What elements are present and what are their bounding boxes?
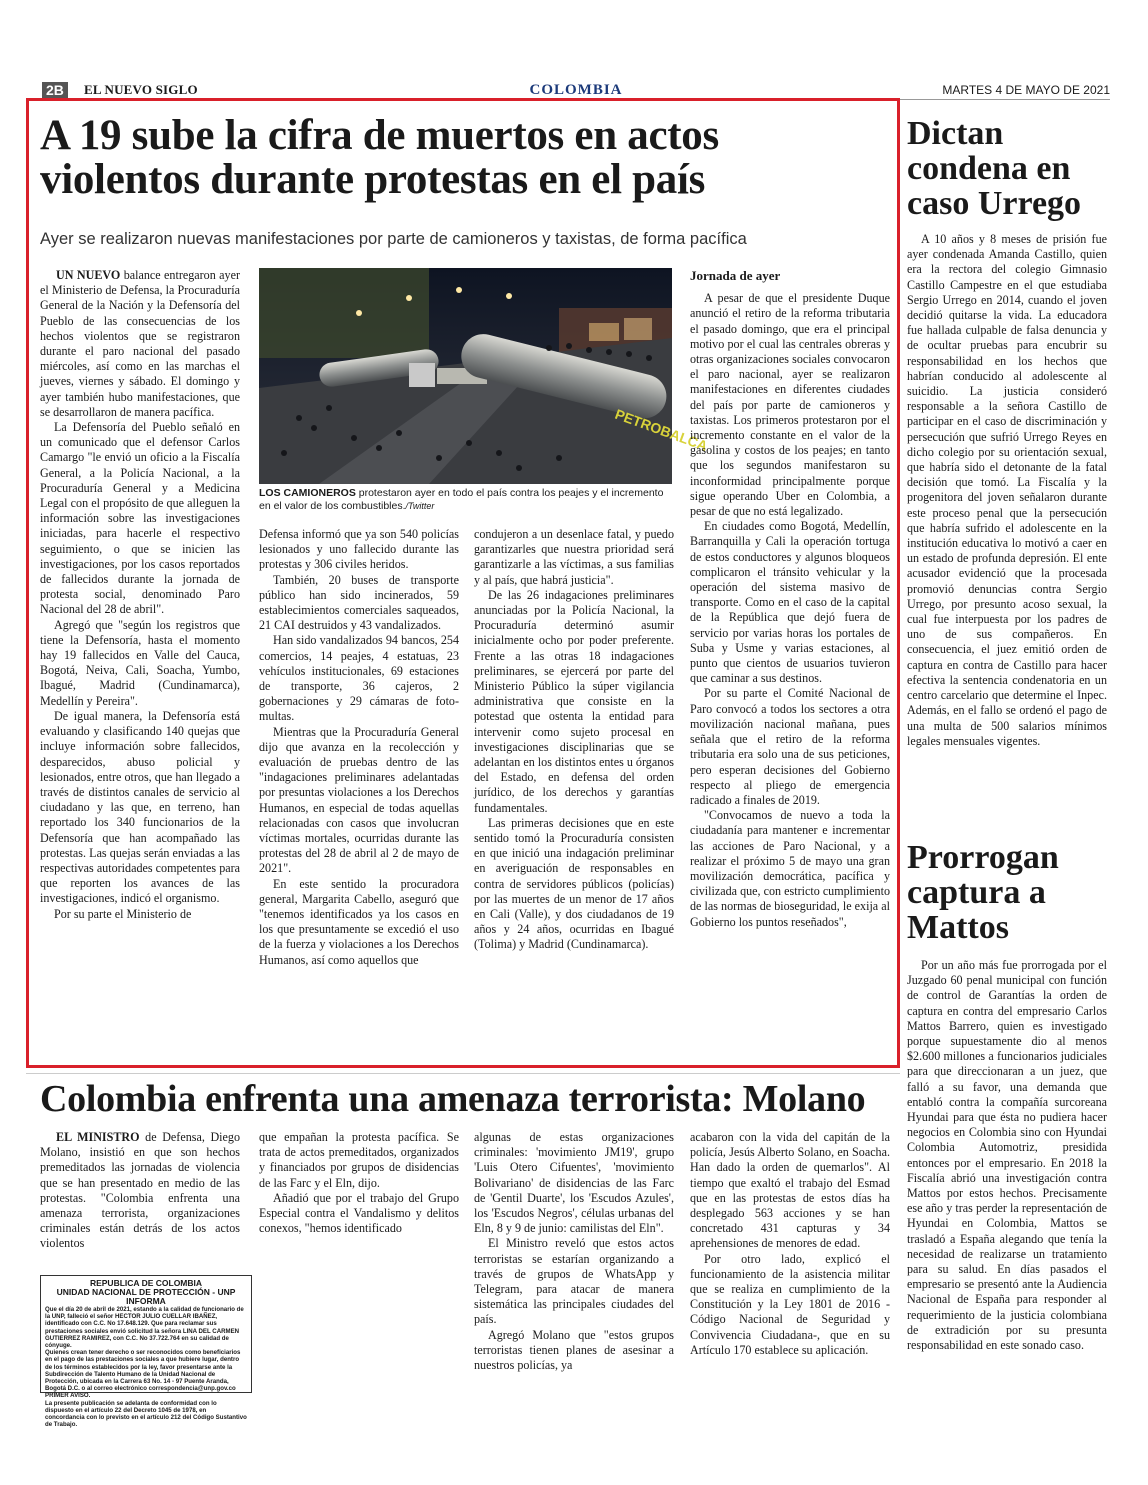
- paragraph: "Convocamos de nuevo a toda la ciudadanía para mantener e incrementar las acciones de Paro Nacional, y a realizar el próximo 5 de mayo una gran movilización democrática, pacífica y civilizada que, con estricto cumplimiento de las normas de bioseguridad, le exija al Gobierno los puntos reseñados",: [690, 808, 890, 929]
- paragraph: Agregó que "según los registros que tiene la Defensoría, hasta el momento hay 19 fallecidos en Valle del Cauca, Bogotá, Neiva, Cali, Soacha, Yumbo, Ibagué, Madrid (Cundinamarca), Medellín y Pereira".: [40, 617, 240, 708]
- paragraph: De las 26 indagaciones preliminares anunciadas por la Policía Nacional, la Procuraduría determinó asumir inicialmente ocho por poder preferente. Frente a las otras 18 indagaciones preliminares, se ejercerá por parte del Ministerio Público la súper vigilancia administrativa que consiste en la potestad que ostenta la entidad para intervenir como sujeto procesal en investigaciones disciplinarias que se adelantan en los distintos entes u órganos del Estado, en defensa del orden jurídico, de los derechos y garantías fundamentales.: [474, 587, 674, 815]
- newspaper-brand: EL NUEVO SIGLO: [84, 82, 198, 97]
- notice-title: REPUBLICA DE COLOMBIA: [89, 1278, 203, 1288]
- paragraph: [40, 268, 240, 420]
- paragraph: Mientras que la Procuraduría General dijo que avanza en la recolección y evaluación de pruebas dentro de las "indagaciones preliminares adelantadas por presuntas violaciones a los Derechos Humanos, en especial de todas aquellas relacionadas con casos que involucran víctimas mortales, ocurridas durante las protestas del 28 de abril al 2 de mayo de 2021".: [259, 724, 459, 876]
- paragraph: De igual manera, la Defensoría está evaluando y clasificando 140 quejas que incluye información sobre fallecidos, desparecidos, abuso policial y lesionados, entre otros, que han llegado a través de distintos canales de servicio al ciudadano y las que, en terreno, han reportado los 340 funcionarios de la Defensoría que han acompañado las protestas. Las quejas serán enviadas a las respectivas autoridades competentes para que reporten los avances de las investigaciones, indicó el organismo.: [40, 708, 240, 906]
- sidebar-headline-2: [907, 840, 1059, 945]
- sidebar-article-1-body: [907, 232, 1107, 749]
- notice-title: UNIDAD NACIONAL DE PROTECCIÓN - UNP: [56, 1287, 236, 1297]
- paragraph: acabaron con la vida del capitán de la policía, Jesús Alberto Solano, en Soacha. Han dado la orden de quemarlos". Al tiempo que exaltó el trabajo del Esmad que en las protestas de estos días ha desplegado 563 acciones y se han concretado 431 capturas y 34 aprehensiones de menores de edad.: [690, 1130, 890, 1251]
- main-column-3: [474, 527, 674, 953]
- paragraph: Han sido vandalizados 94 bancos, 254 comercios, 14 peajes, 4 estatuas, 23 vehículos institucionales, 69 estaciones de transporte, 36 cajeros, 2 gobernaciones y 29 cámaras de foto-multas.: [259, 633, 459, 724]
- notice-paragraph: La presente publicación se adelanta de conformidad con lo dispuesto en el artículo 22 del Decreto 1045 de 1978, en concordancia con lo previsto en el artículo 212 del Código Sustantivo de Trabajo.: [45, 1399, 247, 1429]
- notice-title: INFORMA: [126, 1296, 166, 1306]
- paragraph: En este sentido la procuradora general, Margarita Cabello, aseguró que "tenemos identificados ya los casos en los que presuntamente se excedió el uso de la fuerza y violaciones a los Derechos Humanos, así como aquellos que: [259, 876, 459, 967]
- truck-lettering: PETROBALCA: [612, 405, 710, 455]
- main-column-2: [259, 527, 459, 968]
- caption-lead: LOS CAMIONEROS: [259, 487, 356, 499]
- main-headline: A 19 sube la cifra de muertos en actos violentos durante protestas en el país: [40, 112, 719, 203]
- bottom-column-1: [40, 1130, 240, 1252]
- paragraph: Añadió que por el trabajo del Grupo Especial contra el Vandalismo y delitos conexos, "hemos identificado: [259, 1190, 459, 1236]
- photo-credit: /Twitter: [405, 501, 435, 511]
- lead-in: EL MINISTRO: [56, 1130, 140, 1144]
- paragraph-text: de Defensa, Diego Molano, insistió en que son hechos premeditados las jornadas de violencia que se han presentado en medio de las protestas. "Colombia enfrenta una amenaza terrorista, organizaciones criminales están detrás de los actos violentos: [40, 1130, 241, 1251]
- paragraph: También, 20 buses de transporte público han sido incinerados, 59 establecimientos comerciales saqueados, 21 CAI destruidos y 43 vandalizados.: [259, 572, 459, 633]
- news-photo: [259, 268, 710, 484]
- paragraph: En ciudades como Bogotá, Medellín, Barranquilla y Cali la operación tortuga de estos conductores y algunos bloqueos complicaron el tránsito vehicular y la operación del sistema masivo de transporte. Como en el caso de la capital de la República que dejó fuera de servicio por varias horas los portales de Suba y Usme y varias estaciones, al punto que cientos de usuarios tuvieron que caminar a sus destinos.: [690, 519, 890, 686]
- caption-text: protestaron ayer en todo el país contra los peajes y el incremento en el valor de los combustibles.: [259, 487, 664, 512]
- headline-line: condena en: [907, 150, 1071, 187]
- paragraph: Defensa informó que ya son 540 policías lesionados y uno fallecido durante las protestas y 306 civiles heridos.: [259, 527, 459, 572]
- paragraph: Por su parte el Comité Nacional de Paro convocó a todos los sectores a otra movilización nacional mañana, pues señala que el retiro de la reforma tributaria era solo una de sus peticiones, pero esperan decisiones del Gobierno respecto al pliego de emergencia radicado a finales de 2019.: [690, 686, 890, 807]
- paragraph: Por un año más fue prorrogada por el Juzgado 60 penal municipal con función de control de Garantías la orden de captura en contra del empresario Carlos Mattos Barrero, quien es investigado porque supuestamente dio al menos $2.600 millones a funcionarios judiciales para que direccionaran a un juez, que falló a su favor, una demanda que entabló contra la compañía surcoreana Hyundai para que ésta no pudiera hacer negocios en Colombia sino con Hyundai Colombia Automotriz, presidida entonces por el empresario. En 2018 la Fiscalía abrió una investigación contra Mattos por estos hechos. Precisamente ese año y tras perder la representación de Hyundai en Colombia, Mattos se trasladó a España alegando que tenía la necesidad de realizarse un tratamiento para su salud. En días pasados el empresario se presentó ante la Audiencia Nacional de España para responder al requerimiento de la justicia colombiana de extradición por su presunta responsabilidad en este sonado caso.: [907, 958, 1107, 1353]
- legal-notice: [40, 1275, 252, 1429]
- paragraph: A 10 años y 8 meses de prisión fue ayer condenada Amanda Castillo, quien era la rectora del colegio Gimnasio Castillo Campestre en el que estudiaba Sergio Urrego en 2014, cuando el joven decidió quitarse la vida. La educadora fue hallada culpable de falsa denuncia y de ocultar pruebas para encubrir su responsabilidad en los hechos que habrían conducido al adolescente al suicidio. La justicia consideró responsable a la señora Castillo de participar en el caso de discriminación y persecución que sufrió Urrego Reyes en dicho colegio por su orientación sexual, que habría sido el detonante de la fatal decisión que tomó. La Fiscalía y la progenitora del joven señalaron durante este proceso penal que la persecución que habría sufrido el adolescente en la institución educativa lo motivó a caer en un estado de profunda depresión. El ente acusador evidenció que la procesada promovió denuncias contra Sergio Urrego, por presunto acoso sexual, la cual fue interpuesta por los padres de uno de sus compañeros. En consecuencia, el juez emitió orden de captura en contra de Castillo para hacer efectiva la sentencia condenatoria en un centro carcelario que determine el Inpec. Además, en el fallo se ordenó el pago de una multa de 500 salarios mínimos legales mensuales vigentes.: [907, 232, 1107, 748]
- headline-line: Dictan: [907, 115, 1004, 152]
- headline-line: Mattos: [907, 909, 1009, 946]
- paragraph: La Defensoría del Pueblo señaló en un comunicado que el defensor Carlos Camargo "le envió un oficio a la Fiscalía General, a la Policía Nacional, a la Procuraduría General y a Medicina Legal con el propósito de que alleguen la información sobre las investigaciones iniciadas, para hacerle el respectivo seguimiento, o que se inicien las investigaciones, por los casos reportados de fallecidos durante la jornada de protesta social, denominado Paro Nacional del 28 de abril".: [40, 420, 240, 617]
- paragraph: Por otro lado, explicó el funcionamiento de la asistencia militar que se realiza en cumplimiento de la Constitución y la Ley 1801 de 2016 -Código Nacional de Seguridad y Convivencia Ciudadana-, que en su Artículo 170 establece su aplicación.: [690, 1251, 890, 1357]
- section-title: COLOMBIA: [529, 82, 623, 98]
- bottom-column-2: [259, 1130, 459, 1236]
- paragraph: algunas de estas organizaciones criminales: 'movimiento JM19', grupo 'Luis Otero Cifuentes', 'movimiento Bolivariano' de disidencias de las Farc de 'Gentil Duarte', los 'Escudos Azules', los 'Escudos Negros', células urbanas del Eln, 8 y 9 de junio: camilistas del Eln".: [474, 1130, 674, 1236]
- sidebar-headline-1: [907, 116, 1081, 221]
- paragraph: que empañan la protesta pacífica. Se trata de actos premeditados, organizados y financiados por grupos de disidencias de las Farc y el Eln, dijo.: [259, 1130, 459, 1190]
- paragraph: condujeron a un desenlace fatal, y puedo garantizarles que nuestra prioridad será garantizarle a las víctimas, a sus familias y al país, que habrá justicia".: [474, 527, 674, 587]
- bottom-column-4: [690, 1130, 890, 1358]
- bottom-headline: Colombia enfrenta una amenaza terrorista: Molano: [40, 1078, 866, 1120]
- paragraph: Por su parte el Ministerio de: [54, 906, 192, 921]
- main-column-4: [690, 268, 890, 930]
- notice-paragraph: Quienes crean tener derecho o ser reconocidos como beneficiarios en el pago de las prestaciones sociales a que hubiere lugar, dentro de los términos establecidos por la ley, favor presentarse ante la Subdirección de Talento Humano de la Unidad Nacional de Protección, ubicada en la Carrera 63 No. 14 - 97 Puente Aranda, Bogotá D.C. o al correo electrónico correspondencia@unp.gov.co PRIMER AVISO.: [45, 1349, 241, 1400]
- main-subheadline: Ayer se realizaron nuevas manifestaciones por parte de camioneros y taxistas, de forma pacífica: [40, 230, 747, 248]
- paragraph: El Ministro reveló que estos actos terroristas se estarían organizando a través de grupos de WhatsApp y Telegram, para atacar de manera sistemática las principales ciudades del país.: [474, 1236, 674, 1327]
- photo-caption: [259, 487, 672, 513]
- section-subtitle: Jornada de ayer: [690, 268, 781, 283]
- lead-in: UN NUEVO: [56, 268, 121, 282]
- truck-protest-illustration: [259, 268, 710, 484]
- issue-date: MARTES 4 DE MAYO DE 2021: [942, 83, 1110, 97]
- paragraph: Agregó Molano que "estos grupos terroristas tienen planes de asesinar a nuestros policías, ya: [474, 1327, 674, 1373]
- divider: [26, 1073, 900, 1074]
- paragraph: [40, 1130, 240, 1252]
- headline-line: caso Urrego: [907, 185, 1082, 222]
- sidebar-article-2-body: [907, 958, 1107, 1353]
- page-header: [42, 82, 1110, 98]
- paragraph-text: balance entregaron ayer el Ministerio de Defensa, la Procuraduría General de la Nación y la Defensoría del Pueblo de las consecuencias de los hechos violentos que se registraron durante el paro nacional del pasado miércoles, así como en las marchas el jueves, viernes y sábado. El domingo y ayer también hubo manifestaciones, que se desarrollaron de manera pacífica.: [40, 268, 240, 419]
- headline-line: Prorrogan: [907, 839, 1059, 876]
- bottom-column-3: [474, 1130, 674, 1373]
- main-column-1: [40, 268, 240, 922]
- paragraph: Las primeras decisiones que en este sentido tomó la Procuraduría consisten en que inició una indagación preliminar en averiguación de responsables en contra de servidores públicos (policías) por las muertes de un menor de 17 años en Cali (Valle), y dos ciudadanos de 19 años y 24 años, ocurridas en Ibagué (Tolima) y Madrid (Cundinamarca).: [474, 815, 674, 952]
- page-number: 2B: [42, 82, 68, 98]
- headline-line: captura a: [907, 874, 1046, 911]
- notice-paragraph: Que el día 20 de abril de 2021, estando a la calidad de funcionario de la UNP, falleció el señor HECTOR JULIO CUELLAR IBAÑEZ, identificado con C.C. No 17.648.129. Que para reclamar sus prestaciones sociales envió solicitud la señora LINA DEL CARMEN GUTIERREZ RAMIREZ, con C.C. No 37.722.764 en su calidad de cónyuge.: [45, 1306, 244, 1350]
- paragraph: A pesar de que el presidente Duque anunció el retiro de la reforma tributaria el pasado domingo, que era el principal motivo por el cual las centrales obreras y otras organizaciones sociales convocaron el paro nacional, ayer se realizaron manifestaciones en diferentes ciudades del país por parte de camioneros y taxistas. Los primeros protestaron por el incremento constante en el valor de la gasolina y costos de los peajes; en tanto que los segundos manifestaron su inconformidad principalmente porque sigue operando Uber en Colombia, a pesar de que no está legalizado.: [690, 291, 890, 519]
